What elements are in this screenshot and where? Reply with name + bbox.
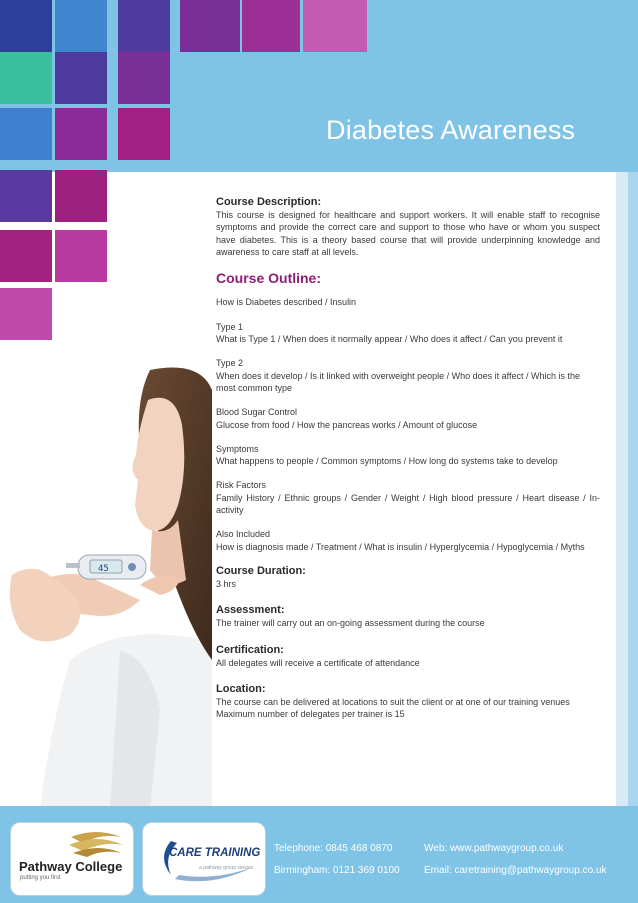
tile [0,230,52,282]
outline-item-text: Glucose from food / How the pancreas works / Amount of glucose [216,419,478,430]
duration-heading: Course Duration: [216,564,306,577]
tile [180,0,240,52]
location-line: The course can be delivered at locations to suit the client or at one of our training venues [216,696,570,707]
location-section [216,683,600,721]
tile [0,108,52,160]
outline-item-title: Blood Sugar Control [216,407,298,418]
certification-heading: Certification: [216,643,284,656]
outline-item-text: What is Type 1 / When does it normally appear / Who does it affect / Can you prevent it [216,334,563,345]
tile [55,52,107,104]
outline-item-title: Type 1 [216,321,244,332]
tile [118,108,170,160]
tile [303,0,367,52]
pathway-college-name: Pathway College [19,859,123,874]
course-outline-heading: Course Outline: [216,270,322,287]
tile [118,0,170,52]
outline-item-text: How is diagnosis made / Treatment / What is insulin / Hyperglycemia / Hypoglycemia / Myths [216,541,585,552]
website-link[interactable]: Web: www.pathwaygroup.co.uk [424,843,564,854]
tile [55,0,107,52]
care-training-name: CARE TRAINING [169,847,261,859]
outline-item [216,479,600,516]
outline-item [216,528,600,553]
tile [0,170,52,222]
location-line: Maximum number of delegates per trainer is 15 [216,709,405,720]
care-training-logo [142,822,266,896]
duration-text: 3 hrs [216,578,237,589]
care-training-swoosh-icon [143,823,265,895]
telephone-text: Telephone: 0845 468 0870 [274,843,393,854]
page-title: Diabetes Awareness [326,115,576,145]
outline-item-title: Risk Factors [216,480,267,491]
assessment-text: The trainer will carry out an on-going assessment during the course [216,618,485,629]
assessment-section [216,604,600,629]
outline-item [216,321,600,346]
tile [55,230,107,282]
woman-glucose-meter-illustration [0,330,212,810]
outline-item-title: Also Included [216,529,271,540]
tile [0,0,52,52]
course-description-text: This course is designed for healthcare and support workers. It will enable staff to recognise symptoms and provide the correct care and support to those who have or whom you suspect have diabetes. This is a theory based course that will provide underpinning knowledge and awareness to care staff at all levels. [216,210,600,257]
right-stripe [616,172,638,806]
course-content [216,196,600,720]
email-link[interactable]: Email: caretraining@pathwaygroup.co.uk [424,865,607,876]
tile [55,170,107,222]
course-description-heading: Course Description: [216,196,322,208]
tile [0,52,52,104]
tile [242,0,300,52]
outline-item-text: What happens to people / Common symptoms / How long do systems take to develop [216,456,558,467]
outline-item [216,357,600,394]
assessment-heading: Assessment: [216,604,285,617]
pathway-college-logo [10,822,134,896]
outline-item-text: When does it develop / Is it linked with overweight people / Who does it affect / Which is the most common type [216,370,581,393]
certification-text: All delegates will receive a certificate of attendance [216,657,420,668]
outline-intro: How is Diabetes described / Insulin [216,297,357,308]
certification-section [216,644,600,669]
care-training-tagline: a pathway group service [199,865,254,871]
birmingham-phone-text: Birmingham: 0121 369 0100 [274,865,400,876]
outline-item-title: Type 2 [216,358,244,369]
outline-item-text: Family History / Ethnic groups / Gender / Weight / High blood pressure / Heart disease / In-activity [216,492,600,516]
outline-item [216,443,600,468]
outline-item-title: Symptoms [216,443,259,454]
pathway-college-tagline: putting you first [20,875,61,881]
outline-item [216,406,600,431]
tile [118,52,170,104]
tile [55,108,107,160]
location-heading: Location: [216,682,266,695]
duration-section [216,565,600,590]
meter-reading: 45 [98,564,109,574]
